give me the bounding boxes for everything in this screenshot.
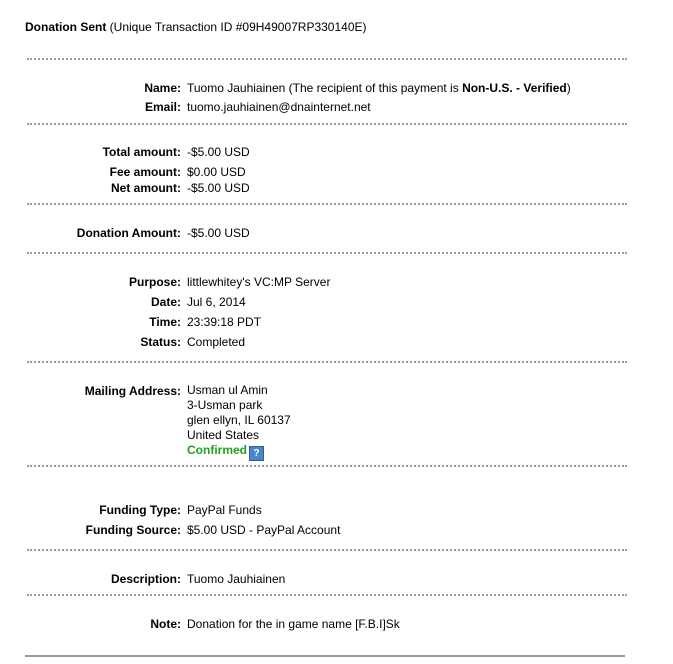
date-value: Jul 6, 2014: [187, 295, 246, 309]
time-value: 23:39:18 PDT: [187, 315, 262, 329]
address-line: 3-Usman park: [187, 398, 263, 412]
total-amount-value: -$5.00 USD: [187, 145, 250, 159]
purpose-value: littlewhitey's VC:MP Server: [187, 275, 331, 289]
address-confirmation: [187, 443, 264, 458]
donation-amount-row: [0, 225, 673, 241]
funding-type-label: Funding Type:: [99, 503, 181, 517]
divider: [27, 594, 627, 596]
net-amount-value: -$5.00 USD: [187, 181, 250, 195]
divider: [27, 361, 627, 363]
help-icon[interactable]: ?: [249, 446, 264, 461]
divider: [27, 252, 627, 254]
recipient-note-prefix: (The recipient of this payment is: [288, 81, 459, 95]
description-label: Description:: [110, 572, 181, 586]
transaction-header: [25, 20, 367, 34]
name-label: Name:: [144, 81, 181, 95]
funding-source-label: Funding Source:: [85, 523, 181, 537]
description-value: Tuomo Jauhiainen: [187, 572, 286, 586]
date-row: [0, 294, 673, 310]
status-row: [0, 334, 673, 350]
status-label: Status:: [140, 335, 181, 349]
confirmed-badge: Confirmed: [187, 443, 247, 457]
note-value: Donation for the in game name [F.B.I]Sk: [187, 617, 400, 631]
divider: [27, 465, 627, 467]
recipient-name: Tuomo Jauhiainen: [187, 81, 286, 95]
address-line: United States: [187, 428, 260, 442]
transaction-id: (Unique Transaction ID #09H49007RP330140E): [109, 20, 367, 34]
total-amount-row: [0, 144, 673, 160]
fee-amount-label: Fee amount:: [109, 165, 181, 179]
note-row: [0, 616, 673, 632]
address-line: glen ellyn, IL 60137: [187, 413, 291, 427]
email-label: Email:: [144, 100, 181, 114]
date-label: Date:: [150, 295, 181, 309]
funding-type-value: PayPal Funds: [187, 503, 262, 517]
funding-type-row: [0, 502, 673, 518]
time-row: [0, 314, 673, 330]
net-amount-row: [0, 180, 673, 196]
mailing-address-row: [0, 383, 673, 399]
divider: [27, 203, 627, 205]
divider: [27, 123, 627, 125]
purpose-row: [0, 274, 673, 290]
email-value: tuomo.jauhiainen@dnainternet.net: [187, 100, 371, 114]
fee-amount-row: [0, 164, 673, 180]
divider: [27, 58, 627, 60]
page-title: Donation Sent: [25, 20, 107, 34]
purpose-label: Purpose:: [128, 275, 181, 289]
recipient-status: Non-U.S. - Verified: [462, 81, 567, 95]
donation-amount-label: Donation Amount:: [76, 226, 181, 240]
description-row: [0, 571, 673, 587]
time-label: Time:: [149, 315, 181, 329]
donation-amount-value: -$5.00 USD: [187, 226, 250, 240]
funding-source-row: [0, 522, 673, 538]
net-amount-label: Net amount:: [111, 181, 181, 195]
divider: [27, 549, 627, 551]
funding-source-value: $5.00 USD - PayPal Account: [187, 523, 341, 537]
name-row: [0, 80, 673, 96]
mailing-address-label: Mailing Address:: [84, 384, 181, 398]
total-amount-label: Total amount:: [102, 145, 181, 159]
bottom-divider: [25, 655, 625, 657]
email-row: [0, 99, 673, 115]
address-line: Usman ul Amin: [187, 383, 268, 397]
fee-amount-value: $0.00 USD: [187, 165, 246, 179]
name-value: [187, 80, 571, 96]
note-label: Note:: [150, 617, 181, 631]
status-value: Completed: [187, 335, 246, 349]
recipient-note-suffix: ): [566, 81, 571, 95]
